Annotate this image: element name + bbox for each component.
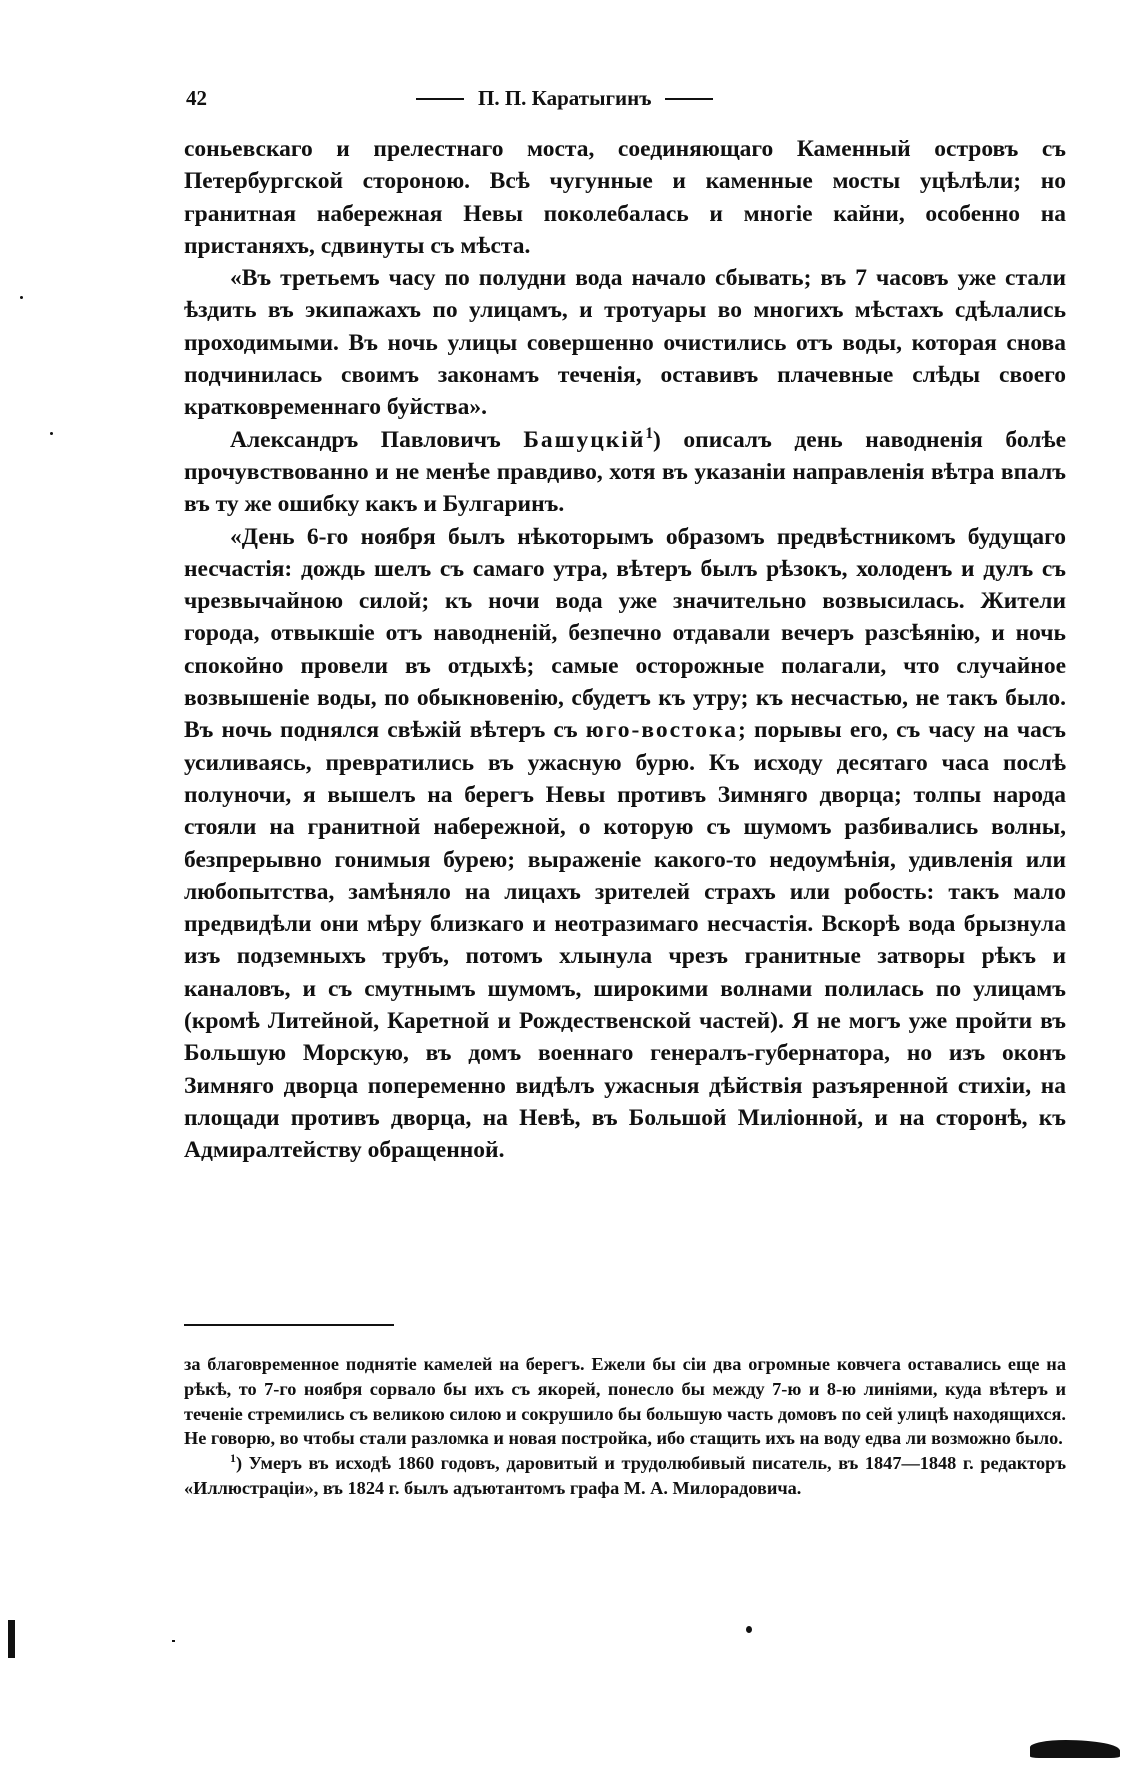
scan-speck-1 <box>20 296 23 299</box>
running-title: П. П. Каратыгинъ <box>478 86 652 110</box>
main-text <box>184 133 1066 1167</box>
author-name: Башуцкій <box>523 426 646 453</box>
paragraph-4-b: ; порывы его, съ часу на часъ усиливаясь, превратились въ ужасную бурю. Къ исходу десятаго часа послѣ полуночи, я вышелъ на берегъ Невы противъ Зимняго дворца; толпы народа стояли на гранитной набережной, о которую съ шумомъ разбивались волны, безпрерывно гонимыя бурею; выраженіе какого-то недоумѣнія, удивленія или любопытства, замѣняло на лицахъ зрителей страхъ или робость: такъ мало предвидѣли они мѣру близкаго и неотразимаго несчастія. Вскорѣ вода брызнула изъ подземныхъ трубъ, потомъ хлынула чрезъ гранитные затворы рѣкъ и каналовъ, и съ смутнымъ шумомъ, широкими волнами полилась по улицамъ (кромѣ Литейной, Каретной и Рождественской частей). Я не могъ уже пройти въ Большую Морскую, въ домъ военнаго генералъ-губернатора, но изъ оконъ Зимняго дворца попеременно видѣлъ ужасныя дѣйствія разъяренной стихіи, на площади противъ дворца, на Невѣ, въ Большой Миліонной, и на сторонѣ, къ Адмиралтейству обращенной. <box>184 717 1066 1164</box>
paragraph-3-rest: ) описалъ день наводненія болѣе прочувствованно и не менѣе правдиво, хотя въ указаніи направленія вѣтра впалъ въ ту же ошибку какъ и Булгаринъ. <box>184 426 1067 518</box>
scan-smudge <box>1030 1740 1120 1758</box>
paragraph-3 <box>184 424 1066 521</box>
scan-speck-3 <box>8 1620 15 1658</box>
scan-speck-5 <box>172 1640 175 1642</box>
footnote-1-text: ) Умеръ въ исходѣ 1860 годовъ, даровитый и трудолюбивый писатель, въ 1847—1848 г. редакторъ «Иллюстраціи», въ 1824 г. былъ адъютантомъ графа М. А. Милорадовича. <box>184 1453 1066 1498</box>
title-dash-right <box>665 98 713 100</box>
page-number: 42 <box>186 86 207 110</box>
paragraph-3-start: Александръ Павловичъ <box>230 426 501 453</box>
footnote-1-mark: 1 <box>230 1451 236 1466</box>
paragraph-1: соньевскаго и прелестнаго моста, соединяющаго Каменный островъ съ Петербургской стороною. Всѣ чугунные и каменные мосты уцѣлѣли; но гранитная набережная Невы поколебалась и многіе кайни, особенно на пристаняхъ, сдвинуты съ мѣста. <box>184 136 1066 259</box>
paragraph-2: «Въ третьемъ часу по полудни вода начало сбывать; въ 7 часовъ уже стали ѣздить въ экипажахъ по улицамъ, и тротуары во многихъ мѣстахъ сдѣлались проходимыми. Въ ночь улицы совершенно очистились отъ воды, которая снова подчинилась своимъ законамъ теченія, оставивъ плачевные слѣды своего кратковременнаго буйства». <box>184 265 1066 421</box>
paragraph-4 <box>184 521 1066 1167</box>
footnotes <box>184 1352 1066 1501</box>
footnote-ref-1: 1 <box>645 424 654 442</box>
footnote-1 <box>184 1451 1066 1501</box>
footnote-divider <box>184 1324 394 1326</box>
running-title-group <box>416 86 713 111</box>
paragraph-4-a: «День 6-го ноября былъ нѣкоторымъ образомъ предвѣстникомъ будущаго несчастія: дождь шелъ съ самаго утра, вѣтеръ былъ рѣзокъ, холоденъ и дулъ съ чрезвычайною силой; къ ночи вода уже значительно возвысилась. Жители города, отвыкшіе отъ наводненій, безпечно отдавали вечеръ разсѣянію, и ночь спокойно провели въ отдыхѣ; самые осторожные полагали, что случайное возвышеніе воды, по обыкновенію, сбудетъ къ утру; къ несчастью, не такъ было. Въ ночь поднялся свѣжій вѣтеръ съ <box>184 523 1066 744</box>
scan-speck-4 <box>746 1626 752 1633</box>
scan-speck-2 <box>50 432 53 435</box>
title-dash-left <box>416 98 464 100</box>
footnote-continuation: за благовременное поднятіе камелей на берегъ. Ежели бы сіи два огромные ковчега оставались еще на рѣкѣ, то 7-го ноября сорвало бы ихъ съ якорей, понесло бы между 7-ю и 8-ю линіями, куда вѣтеръ и теченіе стремились съ великою силою и сокрушило бы большую часть домовъ по сей улицѣ находящихся. Не говорю, во чтобы стали разломка и новая постройка, ибо стащить ихъ на воду едва ли возможно было. <box>184 1354 1066 1449</box>
running-head <box>186 80 1066 120</box>
direction-word: юго-востока <box>585 717 738 744</box>
